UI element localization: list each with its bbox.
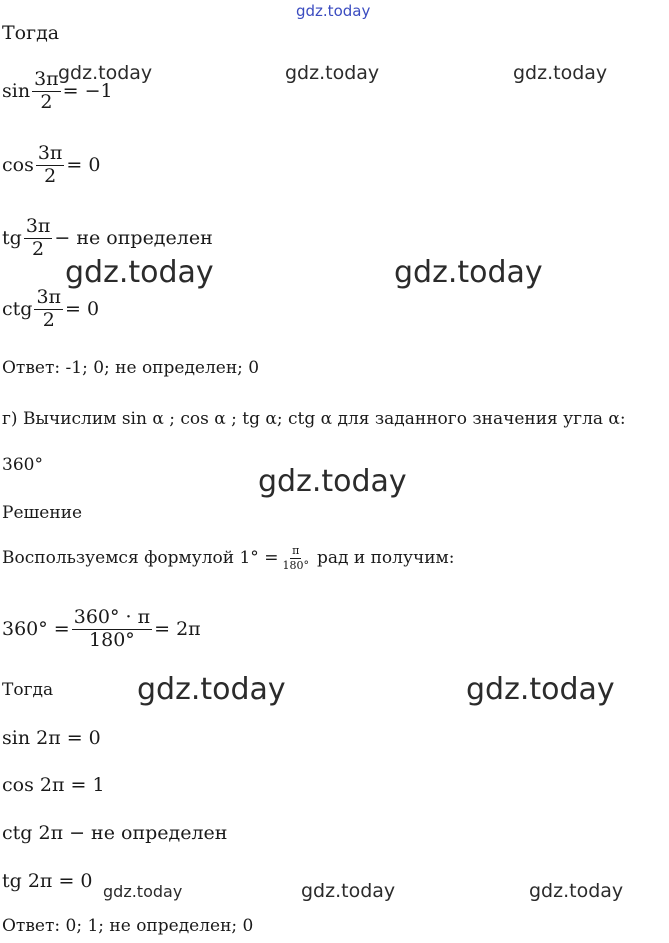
fraction-numerator: 3π [34,68,59,90]
cos-value: = 0 [66,154,101,177]
watermark: gdz.today [103,882,183,901]
angle-value: 360° [2,455,43,475]
sin-2pi-line: sin 2π = 0 [2,727,101,749]
answer-d: Ответ: 0; 1; не определен; 0 [2,916,254,936]
fraction-numerator: 3π [25,215,51,237]
watermark: gdz.today [65,255,214,290]
fn-sin: sin [2,80,31,103]
solution-heading: Решение [2,503,83,523]
formula-line [2,545,454,571]
fn-cos: cos [2,154,34,177]
fraction-denominator: 180° [282,558,309,572]
fn-tg: tg [2,227,22,250]
formula-suffix: рад и получим: [316,548,455,569]
fraction-denominator: 2 [42,308,55,331]
fraction-numerator: 3π [36,286,62,308]
fraction-numerator: 3π [37,142,63,164]
watermark: gdz.today [258,464,407,499]
fraction-pi-180 [280,545,311,571]
watermark: gdz.today [301,880,396,902]
fraction-360pi-180 [72,608,152,651]
cos-2pi-line: cos 2π = 1 [2,774,105,796]
then-label-2: Тогда [2,680,54,700]
ctg-value: = 0 [65,298,100,321]
watermark: gdz.today [285,62,380,84]
sin-3pi-2-line [2,70,113,113]
cos-3pi-2-line [2,144,100,187]
ctg-2pi-line: ctg 2π − не определен [2,822,228,844]
fraction-3pi-2 [36,144,65,187]
task-d: г) Вычислим sin α ; cos α ; tg α; ctg α для заданного значения угла α: [2,409,626,429]
conversion-line [2,608,201,651]
ctg-3pi-2-line [2,288,99,331]
sin-value: = −1 [62,80,113,103]
watermark: gdz.today [513,62,608,84]
conversion-rhs: = 2π [154,618,201,641]
fraction-denominator: 2 [44,164,57,187]
fn-ctg: ctg [2,298,33,321]
conversion-lhs: 360° = [2,618,70,641]
watermark: gdz.today [466,672,615,707]
fraction-denominator: 180° [89,628,135,651]
watermark: gdz.today [137,672,286,707]
watermark: gdz.today [58,62,153,84]
watermark-top: gdz.today [296,2,371,20]
formula-prefix: Воспользуемся формулой 1° = [2,548,279,569]
fraction-numerator: π [292,544,300,557]
tg-3pi-2-line [2,217,213,260]
fraction-denominator: 2 [40,90,53,113]
fraction-3pi-2 [32,70,61,113]
watermark: gdz.today [529,880,624,902]
answer-c: Ответ: -1; 0; не определен; 0 [2,358,260,378]
tg-2pi-line: tg 2π = 0 [2,870,93,892]
watermark: gdz.today [394,255,543,290]
fraction-denominator: 2 [32,237,45,260]
fraction-3pi-2 [24,217,53,260]
then-label-1: Тогда [2,22,60,44]
tg-value: − не определен [54,227,213,250]
fraction-numerator: 360° · π [73,606,151,628]
fraction-3pi-2 [34,288,63,331]
